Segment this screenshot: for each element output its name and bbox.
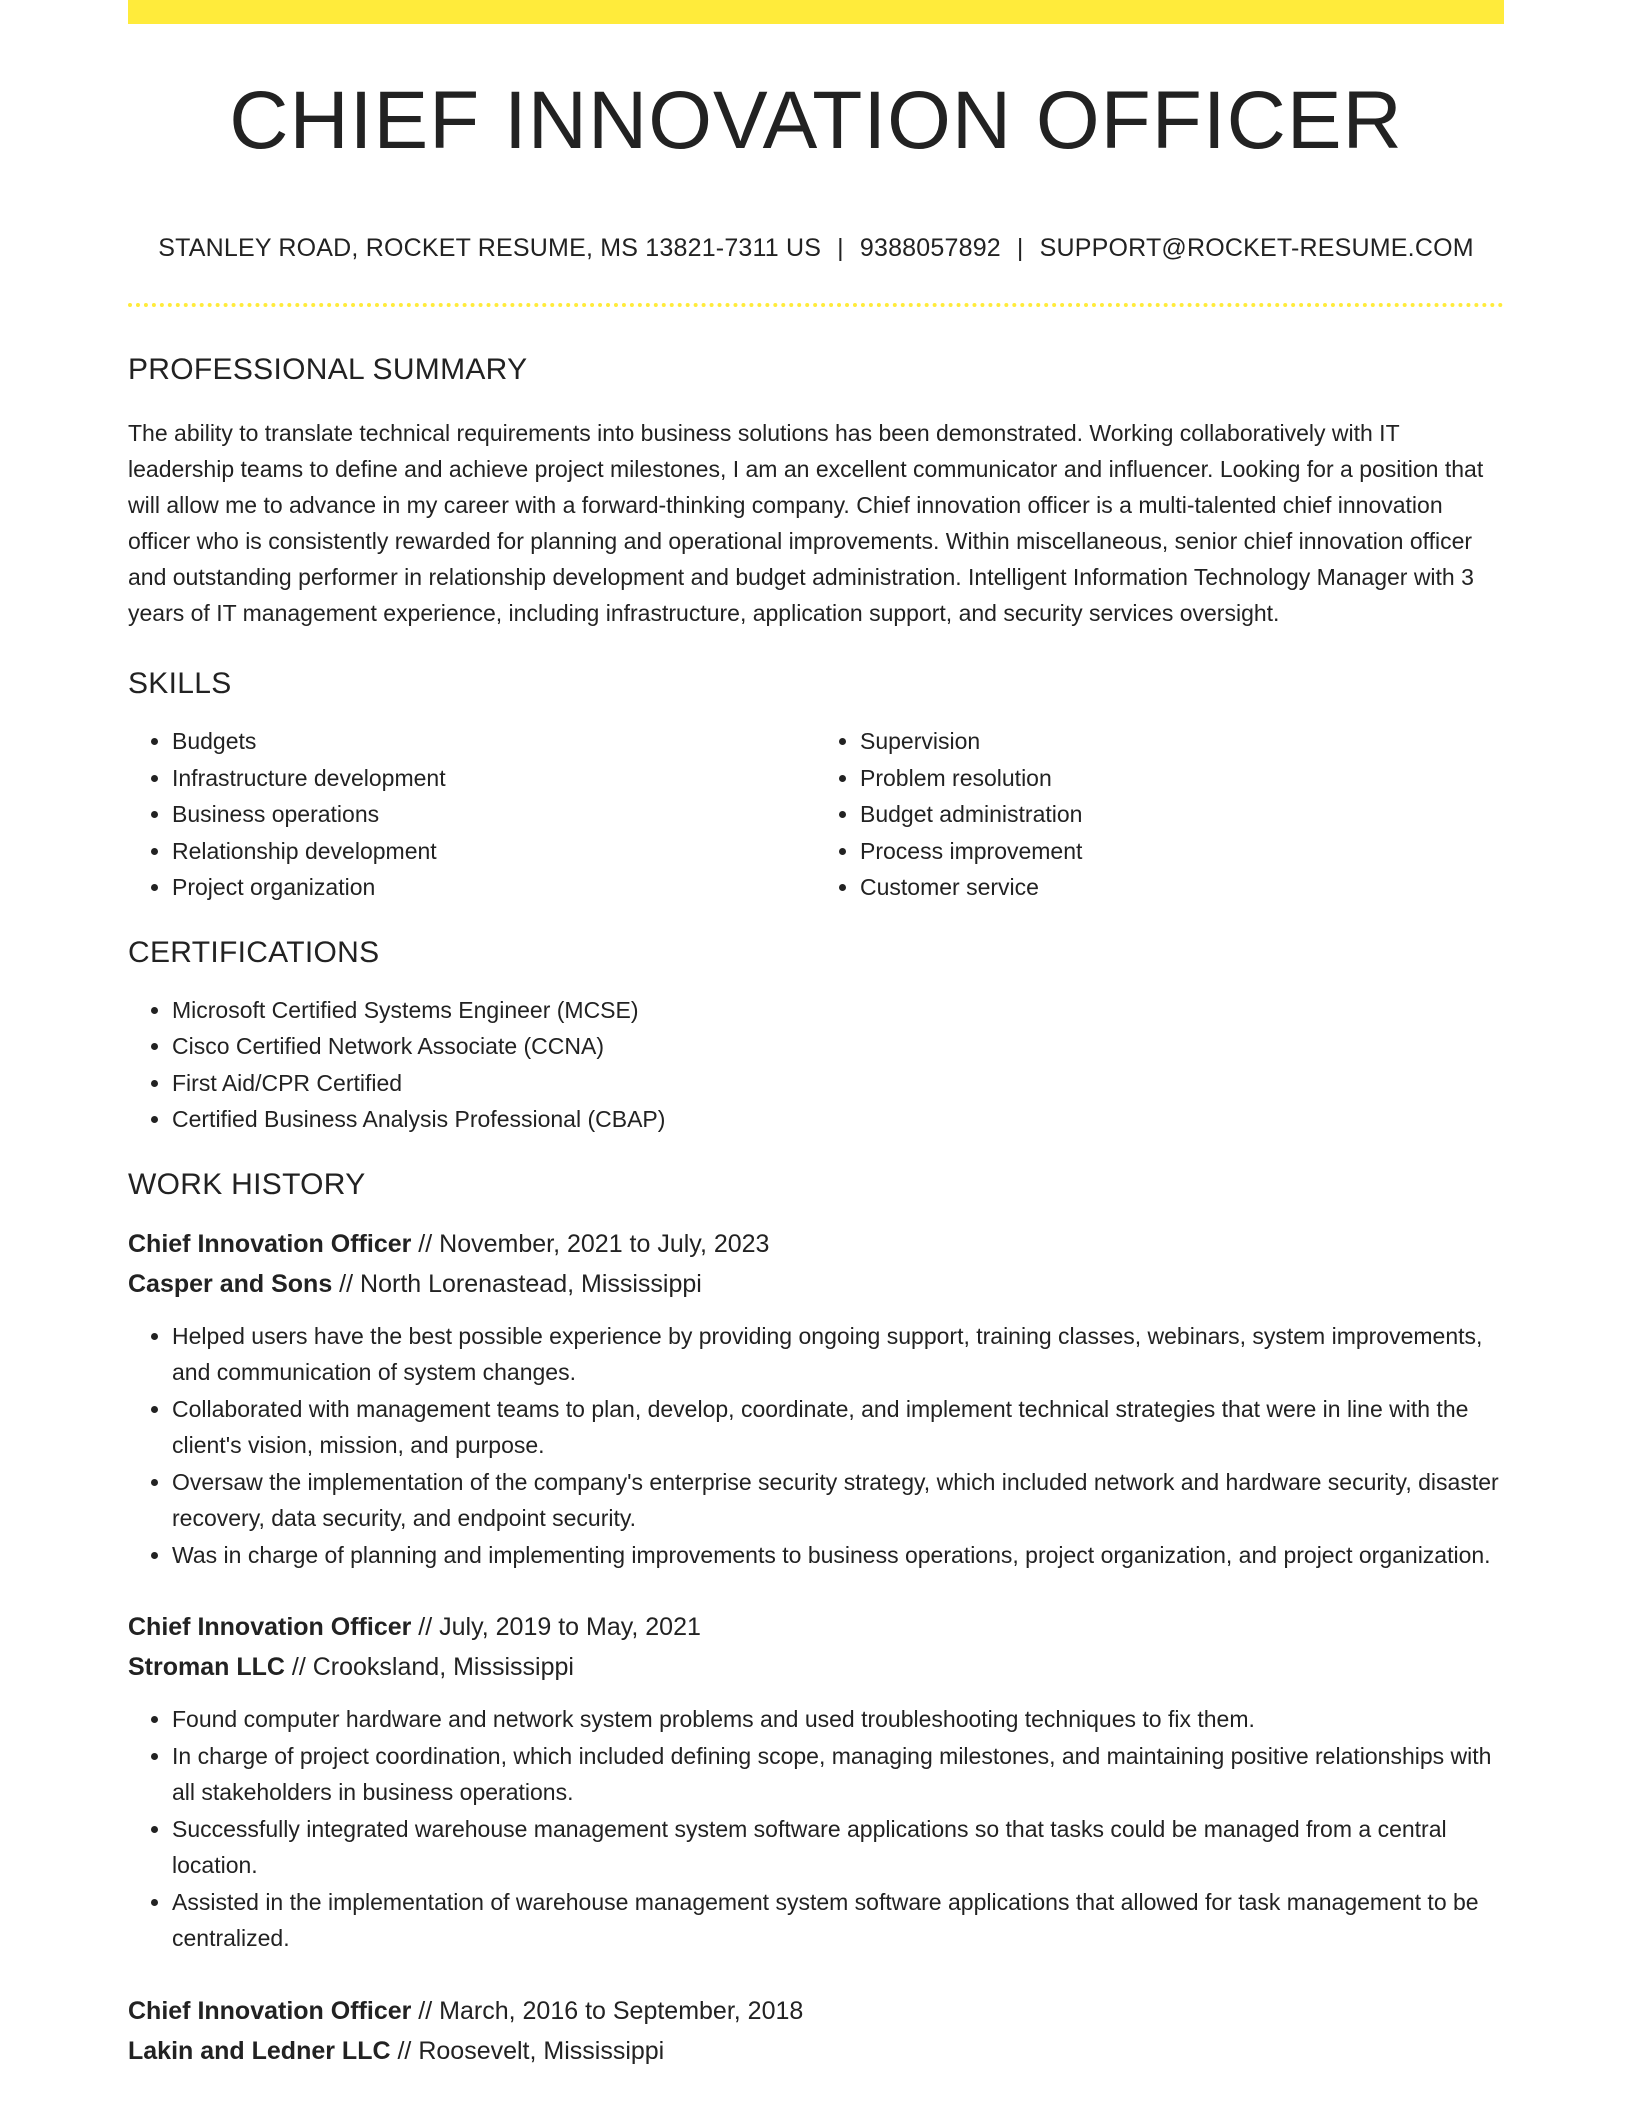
job-dates: March, 2016 to September, 2018 <box>439 1996 804 2025</box>
job-company-line <box>128 1264 1504 1304</box>
job-bullet: • Successfully integrated warehouse management system software applications so that tasks could be managed from a central location. <box>172 1811 1504 1884</box>
skill-item: • Relationship development <box>172 833 816 870</box>
job-bullet: • Collaborated with management teams to plan, develop, coordinate, and implement technical strategies that were in line with the client's vision, mission, and purpose. <box>172 1391 1504 1464</box>
job-entry <box>128 1224 1504 1574</box>
job-delimiter: // <box>411 1996 440 2025</box>
summary-paragraph: The ability to translate technical requirements into business solutions has been demonstrated. Working collaboratively with IT leadership teams to define and achieve project milestones, I am an excellent communicator and influencer. Looking for a position that will allow me to advance in my career with a forward-thinking company. Chief innovation officer is a multi-talented chief innovation officer who is consistently rewarded for planning and operational improvements. Within miscellaneous, senior chief innovation officer and outstanding performer in relationship development and budget administration. Intelligent Information Technology Manager with 3 years of IT management experience, including infrastructure, application support, and security services oversight. <box>128 420 1484 626</box>
job-bullet: • Was in charge of planning and implementing improvements to business operations, project organization, and project organization. <box>172 1537 1504 1574</box>
job-delimiter: // <box>411 1229 440 1258</box>
job-role: Chief Innovation Officer <box>128 1613 412 1641</box>
section-title-skills: SKILLS <box>128 667 232 700</box>
section-title-work-history: WORK HISTORY <box>128 1167 366 1201</box>
job-bullet: • Oversaw the implementation of the company's enterprise security strategy, which included network and hardware security, disaster recovery, data security, and endpoint security. <box>172 1464 1504 1537</box>
skill-item: • Business operations <box>172 796 816 833</box>
skills-left-list <box>128 723 816 906</box>
job-bullets <box>128 1318 1504 1574</box>
skills-right-list <box>816 723 1504 906</box>
contact-phone: 9388057892 <box>859 234 1001 262</box>
job-company-line <box>128 1647 1504 1687</box>
job-bullet: • Helped users have the best possible experience by providing ongoing support, training classes, webinars, system improvements, and communication of system changes. <box>172 1318 1504 1391</box>
job-bullet: • In charge of project coordination, which included defining scope, managing milestones, and maintaining positive relationships with all stakeholders in business operations. <box>172 1738 1504 1811</box>
job-delimiter: // <box>332 1269 361 1298</box>
certification-item: • First Aid/CPR Certified <box>172 1065 1504 1102</box>
contact-email: SUPPORT@ROCKET-RESUME.COM <box>1039 234 1474 262</box>
job-delimiter: // <box>411 1613 440 1641</box>
skill-item: • Project organization <box>172 869 816 906</box>
job-delimiter: // <box>390 2036 419 2065</box>
skill-item: • Process improvement <box>860 833 1504 870</box>
certification-item: • Microsoft Certified Systems Engineer (MCSE) <box>172 992 1504 1029</box>
job-role-line <box>128 1224 1504 1264</box>
job-bullet: • Found computer hardware and network system problems and used troubleshooting techniques to fix them. <box>172 1701 1504 1738</box>
dotted-divider <box>128 303 1504 307</box>
job-bullet: • Assisted in the implementation of warehouse management system software applications that allowed for task management to be centralized. <box>172 1884 1504 1957</box>
job-dates: November, 2021 to July, 2023 <box>439 1229 770 1258</box>
job-company: Stroman LLC <box>128 1653 285 1681</box>
job-bullets <box>128 1701 1504 1957</box>
job-company-line <box>128 2031 1504 2071</box>
section-title-certifications: CERTIFICATIONS <box>128 935 380 969</box>
section-title-summary: PROFESSIONAL SUMMARY <box>128 353 528 386</box>
skill-item: • Supervision <box>860 723 1504 760</box>
skills-columns <box>128 723 1504 906</box>
job-dates: July, 2019 to May, 2021 <box>439 1613 701 1641</box>
job-role-line <box>128 1607 1504 1647</box>
job-location: Roosevelt, Mississippi <box>418 2036 665 2065</box>
job-role: Chief Innovation Officer <box>128 1229 412 1258</box>
job-entry <box>128 1991 1504 2071</box>
skill-item: • Customer service <box>860 869 1504 906</box>
job-location: North Lorenastead, Mississippi <box>360 1269 702 1298</box>
skill-item: • Infrastructure development <box>172 760 816 797</box>
contact-separator: | <box>1016 234 1024 262</box>
skill-item: • Budget administration <box>860 796 1504 833</box>
skill-item: • Budgets <box>172 723 816 760</box>
job-company: Lakin and Ledner LLC <box>128 2036 391 2065</box>
job-entry <box>128 1607 1504 1957</box>
job-role: Chief Innovation Officer <box>128 1996 412 2025</box>
skill-item: • Problem resolution <box>860 760 1504 797</box>
job-location: Crooksland, Mississippi <box>312 1653 574 1681</box>
resume-page <box>128 0 1504 2071</box>
contact-separator: | <box>837 234 844 262</box>
job-company: Casper and Sons <box>128 1269 333 1298</box>
certification-item: • Cisco Certified Network Associate (CCNA) <box>172 1028 1504 1065</box>
contact-line <box>128 234 1504 263</box>
certifications-list <box>128 992 1504 1138</box>
top-accent-bar <box>128 0 1504 24</box>
job-role-line <box>128 1991 1504 2031</box>
job-delimiter: // <box>284 1653 313 1681</box>
contact-address: STANLEY ROAD, ROCKET RESUME, MS 13821-7311 US <box>158 234 822 262</box>
certification-item: • Certified Business Analysis Professional (CBAP) <box>172 1101 1504 1138</box>
resume-title: CHIEF INNOVATION OFFICER <box>229 75 1403 166</box>
